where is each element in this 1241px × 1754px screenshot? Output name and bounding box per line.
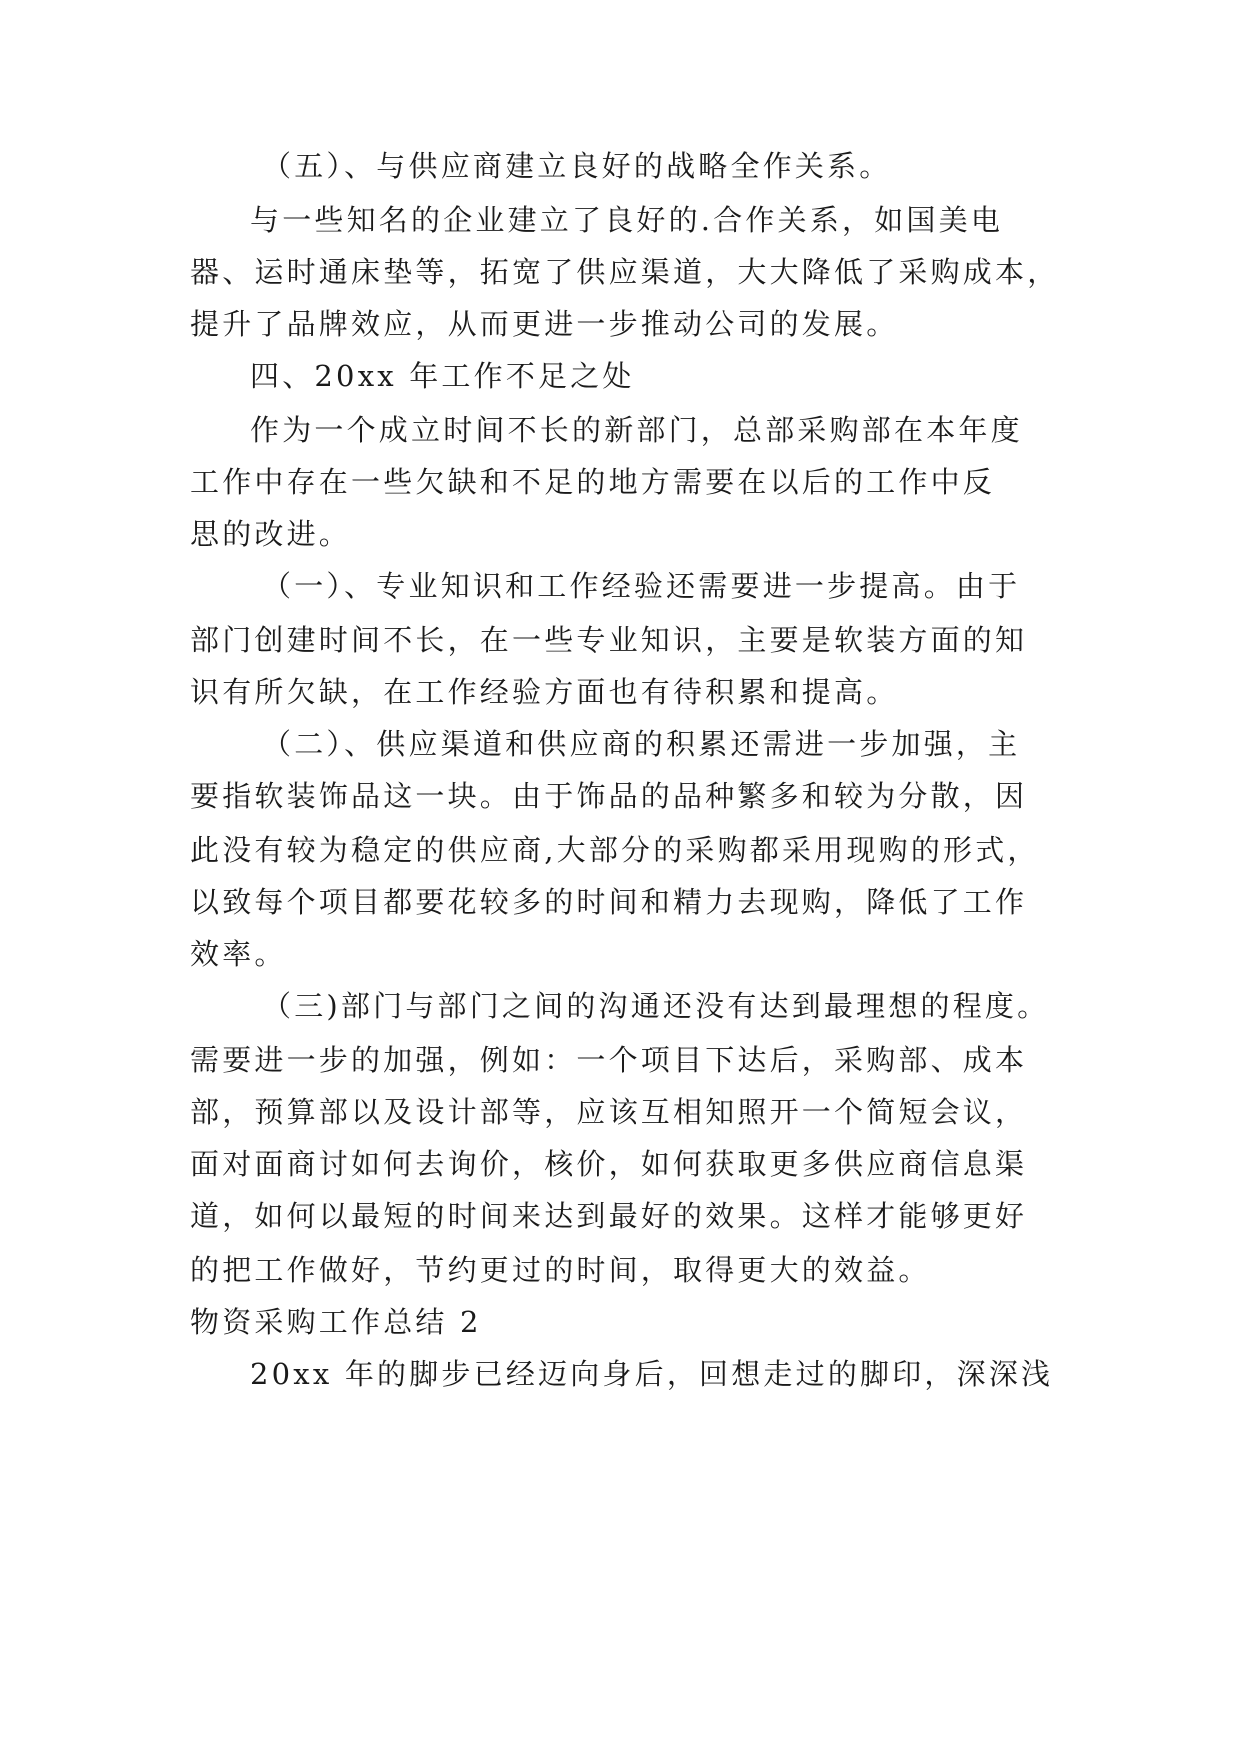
paragraph-line: 工作中存在一些欠缺和不足的地方需要在以后的工作中反	[190, 465, 996, 499]
paragraph-line: 效率。	[190, 937, 287, 971]
paragraph-line: 此没有较为稳定的供应商,大部分的采购都采用现购的形式，	[190, 833, 1040, 867]
subheading-one: （一）、专业知识和工作经验还需要进一步提高。由于	[262, 569, 1021, 603]
document-section-title: 物资采购工作总结 2	[190, 1305, 482, 1339]
paragraph-line: 器、运时通床垫等，拓宽了供应渠道，大大降低了采购成本，	[190, 255, 1060, 289]
paragraph-line: 以致每个项目都要花较多的时间和精力去现购，降低了工作	[190, 885, 1028, 919]
paragraph-line: 面对面商讨如何去询价，核价，如何获取更多供应商信息渠	[190, 1147, 1028, 1181]
paragraph-line: 需要进一步的加强，例如：一个项目下达后，采购部、成本	[190, 1043, 1028, 1077]
paragraph-line: 20xx 年的脚步已经迈向身后，回想走过的脚印，深深浅	[250, 1357, 1054, 1391]
subheading-five: （五）、与供应商建立良好的战略全作关系。	[262, 149, 892, 183]
section-heading: 四、20xx 年工作不足之处	[250, 359, 635, 393]
paragraph-line: 部，预算部以及设计部等，应该互相知照开一个简短会议，	[190, 1095, 1028, 1129]
paragraph-line: 与一些知名的企业建立了良好的.合作关系，如国美电	[250, 203, 1004, 237]
paragraph-line: 识有所欠缺，在工作经验方面也有待积累和提高。	[190, 675, 899, 709]
paragraph-line: 提升了品牌效应，从而更进一步推动公司的发展。	[190, 307, 899, 341]
paragraph-line: 思的改进。	[190, 517, 352, 551]
subheading-three: （三)部门与部门之间的沟通还没有达到最理想的程度。	[262, 989, 1050, 1023]
paragraph-line: 要指软装饰品这一块。由于饰品的品种繁多和较为分散，因	[190, 779, 1028, 813]
paragraph-line: 作为一个成立时间不长的新部门，总部采购部在本年度	[250, 413, 1023, 447]
paragraph-line: 的把工作做好，节约更过的时间，取得更大的效益。	[190, 1253, 931, 1287]
paragraph-line: 道，如何以最短的时间来达到最好的效果。这样才能够更好	[190, 1199, 1028, 1233]
paragraph-line: 部门创建时间不长，在一些专业知识，主要是软装方面的知	[190, 623, 1028, 657]
subheading-two: （二）、供应渠道和供应商的积累还需进一步加强，主	[262, 727, 1021, 761]
